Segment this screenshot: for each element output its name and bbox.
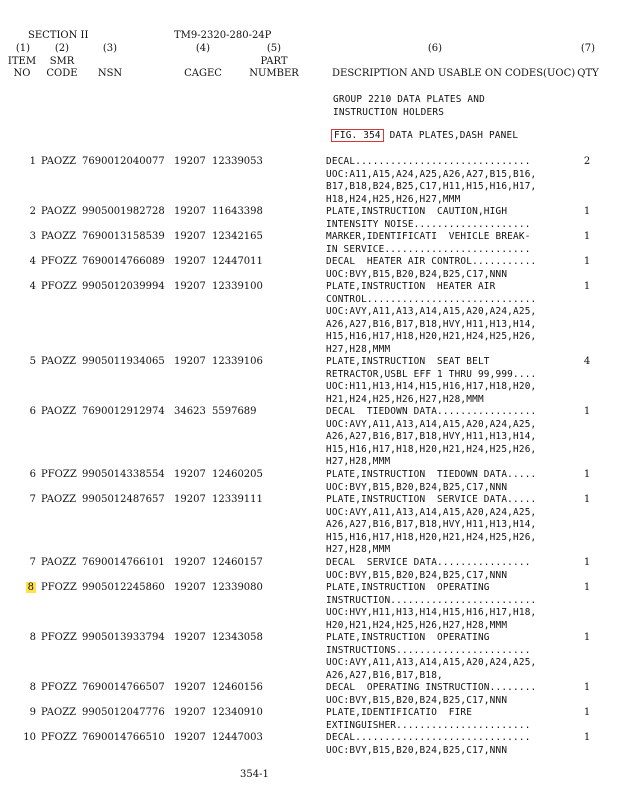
tm-number: TM9-2320-280-24P xyxy=(174,30,272,41)
nsn: 9905012039994 xyxy=(82,281,165,292)
part-number: 12460205 xyxy=(212,469,263,480)
description-line: PLATE,INSTRUCTION HEATER AIR xyxy=(326,281,496,292)
quantity: 1 xyxy=(583,632,591,643)
description-line: PLATE,INSTRUCTION TIEDOWN DATA..... xyxy=(326,469,537,480)
description-line: INSTRUCTION......................... xyxy=(326,594,537,606)
description-line: DECAL TIEDOWN DATA................. xyxy=(326,406,537,417)
description-line: PLATE,INSTRUCTION OPERATING xyxy=(326,582,490,593)
description xyxy=(326,582,571,632)
description-line: H27,H28,MMM xyxy=(326,456,391,467)
description-line: EXTINGUISHER....................... xyxy=(326,719,531,731)
item-number xyxy=(10,231,36,244)
description-line: H15,H16,H17,H18,H20,H21,H24,H25,H26, xyxy=(326,331,537,342)
part-number: 12460157 xyxy=(212,557,263,568)
smr-code: PAOZZ xyxy=(41,156,77,167)
item-number xyxy=(10,682,36,695)
description xyxy=(326,406,571,469)
cagec: 19207 xyxy=(174,732,206,743)
nsn: 7690014766507 xyxy=(82,682,165,693)
smr-code: PAOZZ xyxy=(41,494,77,505)
item-number xyxy=(10,469,36,482)
item-number-text: 10 xyxy=(23,732,36,743)
description-line: DECAL.............................. xyxy=(326,732,531,743)
quantity: 1 xyxy=(583,256,591,267)
description-line: A26,A27,B16,B17,B18,HVY,H11,H13,H14, xyxy=(326,431,537,442)
part-number: 5597689 xyxy=(212,406,257,417)
description-line: UOC:AVY,A11,A13,A14,A15,A20,A24,A25, xyxy=(326,657,537,668)
description-line: UOC:HVY,H11,H13,H14,H15,H16,H17,H18, xyxy=(326,607,537,618)
description-line: DECAL OPERATING INSTRUCTION........ xyxy=(326,682,537,693)
part-number: 12340910 xyxy=(212,707,263,718)
header-number: NUMBER xyxy=(249,68,299,79)
figure-caption xyxy=(331,130,518,143)
smr-code: PAOZZ xyxy=(41,707,77,718)
cagec: 19207 xyxy=(174,494,206,505)
smr-code: PFOZZ xyxy=(41,256,77,267)
item-number-text: 6 xyxy=(29,406,36,417)
item-number-highlight: 8 xyxy=(27,582,34,593)
description-line: H18,H24,H25,H26,H27,MMM xyxy=(326,193,461,205)
quantity: 1 xyxy=(583,682,591,693)
item-number xyxy=(10,156,36,169)
item-number-text: 7 xyxy=(29,494,36,505)
col-num-1: (1) xyxy=(15,43,31,54)
item-number xyxy=(10,281,36,294)
cagec: 19207 xyxy=(174,707,206,718)
header-item: ITEM xyxy=(7,56,37,67)
description-line: UOC:BVY,B15,B20,B24,B25,C17,NNN xyxy=(326,569,508,581)
smr-code: PFOZZ xyxy=(41,582,77,593)
part-number: 12339111 xyxy=(212,494,263,505)
item-number xyxy=(10,206,36,219)
description-line: DECAL HEATER AIR CONTROL........... xyxy=(326,256,537,267)
header-code: CODE xyxy=(46,68,78,79)
cagec: 19207 xyxy=(174,256,206,267)
cagec: 19207 xyxy=(174,557,206,568)
description xyxy=(326,231,571,256)
group-title-line2: INSTRUCTION HOLDERS xyxy=(333,107,445,118)
col-num-2: (2) xyxy=(54,43,70,54)
nsn: 9905012047776 xyxy=(82,707,165,718)
nsn: 7690012040077 xyxy=(82,156,165,167)
group-title-line1: GROUP 2210 DATA PLATES AND xyxy=(333,94,485,105)
smr-code: PAOZZ xyxy=(41,406,77,417)
part-number: 12343058 xyxy=(212,632,263,643)
part-number: 11643398 xyxy=(212,206,263,217)
smr-code: PFOZZ xyxy=(41,281,77,292)
item-number-text: 7 xyxy=(29,557,36,568)
nsn: 9905013933794 xyxy=(82,632,165,643)
smr-code: PAOZZ xyxy=(41,231,77,242)
quantity: 1 xyxy=(583,707,591,718)
item-number xyxy=(10,632,36,645)
cagec: 19207 xyxy=(174,281,206,292)
part-number: 12447011 xyxy=(212,256,263,267)
item-number-text: 1 xyxy=(29,156,36,167)
description-line: UOC:A11,A15,A24,A25,A26,A27,B15,B16, xyxy=(326,168,537,180)
item-number-text: 4 xyxy=(29,281,36,292)
description xyxy=(326,707,571,732)
nsn: 7690014766510 xyxy=(82,732,165,743)
quantity: 1 xyxy=(583,406,591,417)
nsn: 7690014766101 xyxy=(82,557,165,568)
description-line: UOC:BVY,B15,B20,B24,B25,C17,NNN xyxy=(326,268,508,280)
description xyxy=(326,256,571,281)
description-line: H20,H21,H24,H25,H26,H27,H28,MMM xyxy=(326,619,508,631)
smr-code: PFOZZ xyxy=(41,682,77,693)
description-line: H27,H28,MMM xyxy=(326,544,391,555)
description xyxy=(326,557,571,582)
item-number-text: 5 xyxy=(29,356,36,367)
quantity: 1 xyxy=(583,732,591,743)
nsn: 9905012245860 xyxy=(82,582,165,593)
smr-code: PAOZZ xyxy=(41,206,77,217)
item-number-text: 6 xyxy=(29,469,36,480)
description-line: H21,H24,H25,H26,H27,H28,MMM xyxy=(326,393,484,405)
description-line: UOC:AVY,A11,A13,A14,A15,A20,A24,A25, xyxy=(326,418,537,430)
header-smr: SMR xyxy=(49,56,75,67)
part-number: 12339106 xyxy=(212,356,263,367)
item-number-text: 8 xyxy=(29,632,36,643)
quantity: 1 xyxy=(583,469,591,480)
description-line: UOC:BVY,B15,B20,B24,B25,C17,NNN xyxy=(326,744,508,756)
item-number xyxy=(10,256,36,269)
cagec: 19207 xyxy=(174,582,206,593)
cagec: 19207 xyxy=(174,206,206,217)
col-num-5: (5) xyxy=(266,43,282,54)
nsn: 7690012912974 xyxy=(82,406,165,417)
page-number: 354-1 xyxy=(240,769,269,780)
cagec: 19207 xyxy=(174,356,206,367)
col-num-7: (7) xyxy=(580,43,596,54)
quantity: 1 xyxy=(583,582,591,593)
cagec: 19207 xyxy=(174,231,206,242)
figure-reference[interactable]: FIG. 354 xyxy=(331,129,384,142)
smr-code: PAOZZ xyxy=(41,557,77,568)
item-number-text: 4 xyxy=(29,256,36,267)
item-number-text: 9 xyxy=(29,707,36,718)
description-line: RETRACTOR,USBL EFF 1 THRU 99,999.... xyxy=(326,368,537,380)
item-number xyxy=(10,707,36,720)
part-number: 12339080 xyxy=(212,582,263,593)
description-line: H15,H16,H17,H18,H20,H21,H24,H25,H26, xyxy=(326,443,537,455)
item-number xyxy=(10,494,36,507)
description-line: INSTRUCTIONS....................... xyxy=(326,644,531,656)
item-number xyxy=(10,582,36,595)
description-line: DECAL SERVICE DATA................ xyxy=(326,557,531,568)
part-number: 12339100 xyxy=(212,281,263,292)
smr-code: PFOZZ xyxy=(41,732,77,743)
cagec: 19207 xyxy=(174,682,206,693)
quantity: 4 xyxy=(583,356,591,367)
quantity: 1 xyxy=(583,206,591,217)
item-number xyxy=(10,406,36,419)
header-no: NO xyxy=(13,68,31,79)
description-line: H27,H28,MMM xyxy=(326,343,391,355)
nsn: 7690014766089 xyxy=(82,256,165,267)
description xyxy=(326,732,571,757)
description xyxy=(326,356,571,406)
part-number: 12460156 xyxy=(212,682,263,693)
smr-code: PFOZZ xyxy=(41,632,77,643)
cagec: 34623 xyxy=(174,406,206,417)
header-nsn: NSN xyxy=(97,68,123,79)
description-line: A26,A27,B16,B17,B18,HVY,H11,H13,H14, xyxy=(326,519,537,530)
col-num-4: (4) xyxy=(195,43,211,54)
item-number xyxy=(10,732,36,745)
description-line: PLATE,INSTRUCTION SERVICE DATA..... xyxy=(326,494,537,505)
nsn: 9905012487657 xyxy=(82,494,165,505)
col-num-3: (3) xyxy=(102,43,118,54)
description xyxy=(326,494,571,557)
quantity: 2 xyxy=(583,156,591,167)
section-label: SECTION II xyxy=(28,30,89,41)
nsn: 9905001982728 xyxy=(82,206,165,217)
description-line: PLATE,INSTRUCTION SEAT BELT xyxy=(326,356,490,367)
col-num-6: (6) xyxy=(427,43,443,54)
item-number xyxy=(10,356,36,369)
description-line: PLATE,INSTRUCTION OPERATING xyxy=(326,632,490,643)
nsn: 7690013158539 xyxy=(82,231,165,242)
quantity: 1 xyxy=(583,494,591,505)
part-number: 12342165 xyxy=(212,231,263,242)
quantity: 1 xyxy=(583,557,591,568)
part-number: 12447003 xyxy=(212,732,263,743)
nsn: 9905011934065 xyxy=(82,356,165,367)
description-line: DECAL.............................. xyxy=(326,156,531,167)
quantity: 1 xyxy=(583,231,591,242)
description-line: MARKER,IDENTIFICATI VEHICLE BREAK- xyxy=(326,231,531,242)
description-line: B17,B18,B24,B25,C17,H11,H15,H16,H17, xyxy=(326,181,537,192)
item-number-text: 3 xyxy=(29,231,36,242)
item-number-text: 2 xyxy=(29,206,36,217)
nsn: 9905014338554 xyxy=(82,469,165,480)
cagec: 19207 xyxy=(174,632,206,643)
cagec: 19207 xyxy=(174,469,206,480)
description-line: H15,H16,H17,H18,H20,H21,H24,H25,H26, xyxy=(326,531,537,543)
description-line: UOC:H11,H13,H14,H15,H16,H17,H18,H20, xyxy=(326,381,537,392)
description xyxy=(326,632,571,682)
description-line: A26,A27,B16,B17,B18, xyxy=(326,669,443,681)
description xyxy=(326,469,571,494)
description xyxy=(326,281,571,356)
figure-title: DATA PLATES,DASH PANEL xyxy=(383,130,519,141)
description-line: PLATE,IDENTIFICATIO FIRE xyxy=(326,707,473,718)
quantity: 1 xyxy=(583,281,591,292)
description-line: UOC:BVY,B15,B20,B24,B25,C17,NNN xyxy=(326,481,508,493)
item-number-text: 8 xyxy=(29,682,36,693)
header-part: PART xyxy=(260,56,288,67)
item-number xyxy=(10,557,36,570)
description-line: PLATE,INSTRUCTION CAUTION,HIGH xyxy=(326,206,508,217)
description-line: UOC:AVY,A11,A13,A14,A15,A20,A24,A25, xyxy=(326,506,537,518)
description-line: UOC:AVY,A11,A13,A14,A15,A20,A24,A25, xyxy=(326,306,537,317)
part-number: 12339053 xyxy=(212,156,263,167)
description xyxy=(326,206,571,231)
description-line: A26,A27,B16,B17,B18,HVY,H11,H13,H14, xyxy=(326,318,537,330)
smr-code: PFOZZ xyxy=(41,469,77,480)
description-line: INTENSITY NOISE.................... xyxy=(326,218,531,230)
description xyxy=(326,156,571,206)
description-line: CONTROL............................. xyxy=(326,293,537,305)
description-line: UOC:BVY,B15,B20,B24,B25,C17,NNN xyxy=(326,694,508,706)
cagec: 19207 xyxy=(174,156,206,167)
header-cagec: CAGEC xyxy=(184,68,222,79)
description-line: IN SERVICE......................... xyxy=(326,243,531,255)
header-qty: QTY xyxy=(577,68,599,79)
description xyxy=(326,682,571,707)
header-description: DESCRIPTION AND USABLE ON CODES(UOC) xyxy=(332,68,576,79)
smr-code: PAOZZ xyxy=(41,356,77,367)
